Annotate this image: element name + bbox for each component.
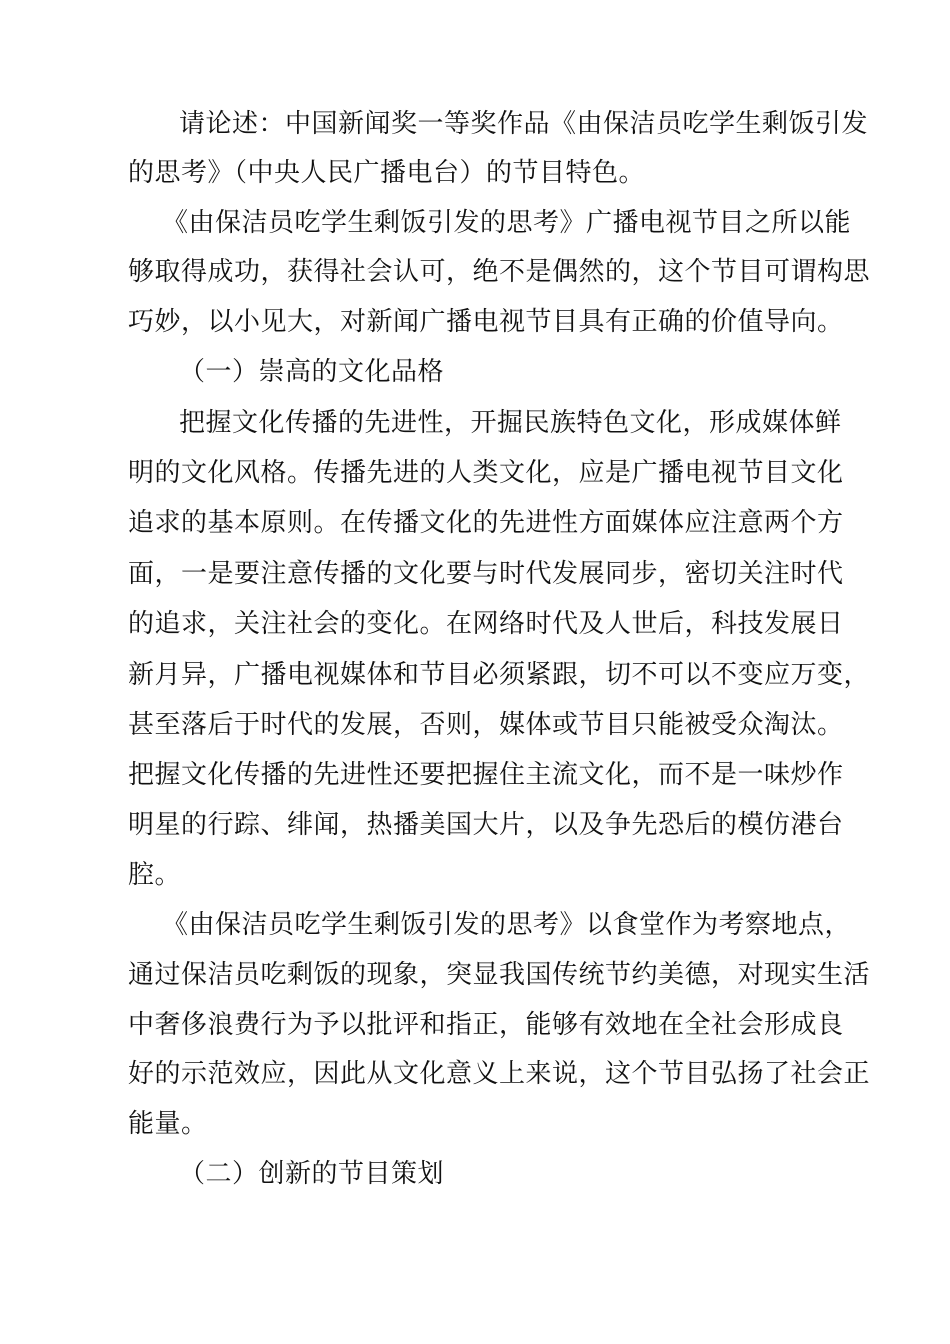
question-line-2: 的思考》（中央人民广播电台）的节目特色。 — [128, 158, 646, 188]
example-line-5: 能量。 — [128, 1109, 208, 1139]
body-line-3: 追求的基本原则。在传播文化的先进性方面媒体应注意两个方 — [128, 508, 844, 538]
body-line-4: 面，一是要注意传播的文化要与时代发展同步，密切关注时代 — [128, 559, 844, 589]
body-line-8: 把握文化传播的先进性还要把握住主流文化，而不是一味炒作 — [128, 760, 844, 790]
section-heading-2: （二）创新的节目策划 — [179, 1159, 445, 1189]
intro-line-2: 够取得成功，获得社会认可，绝不是偶然的，这个节目可谓构思 — [128, 257, 871, 287]
example-line-2: 通过保洁员吃剩饭的现象，突显我国传统节约美德，对现实生活 — [128, 960, 871, 990]
question-line-1: 请论述：中国新闻奖一等奖作品《由保洁员吃学生剩饭引发 — [179, 109, 869, 139]
body-line-5: 的追求，关注社会的变化。在网络时代及人世后，科技发展日 — [128, 609, 844, 639]
body-line-6: 新月异，广播电视媒体和节目必须紧跟，切不可以不变应万变， — [128, 660, 871, 690]
section-heading-1: （一）崇高的文化品格 — [179, 357, 445, 387]
body-line-10: 腔。 — [128, 860, 182, 890]
example-line-1: 《由保洁员吃学生剩饭引发的思考》以食堂作为考察地点， — [162, 910, 852, 940]
body-line-7: 甚至落后于时代的发展，否则，媒体或节目只能被受众淘汰。 — [128, 710, 844, 740]
intro-line-1: 《由保洁员吃学生剩饭引发的思考》广播电视节目之所以能 — [162, 208, 852, 238]
intro-line-3: 巧妙，以小见大，对新闻广播电视节目具有正确的价值导向。 — [128, 307, 844, 337]
body-line-2: 明的文化风格。传播先进的人类文化，应是广播电视节目文化 — [128, 458, 844, 488]
body-line-9: 明星的行踪、绯闻，热播美国大片，以及争先恐后的模仿港台 — [128, 810, 844, 840]
body-line-1: 把握文化传播的先进性，开掘民族特色文化，形成媒体鲜 — [179, 408, 842, 438]
example-line-3: 中奢侈浪费行为予以批评和指正，能够有效地在全社会形成良 — [128, 1010, 844, 1040]
example-line-4: 好的示范效应，因此从文化意义上来说，这个节目弘扬了社会正 — [128, 1059, 871, 1089]
